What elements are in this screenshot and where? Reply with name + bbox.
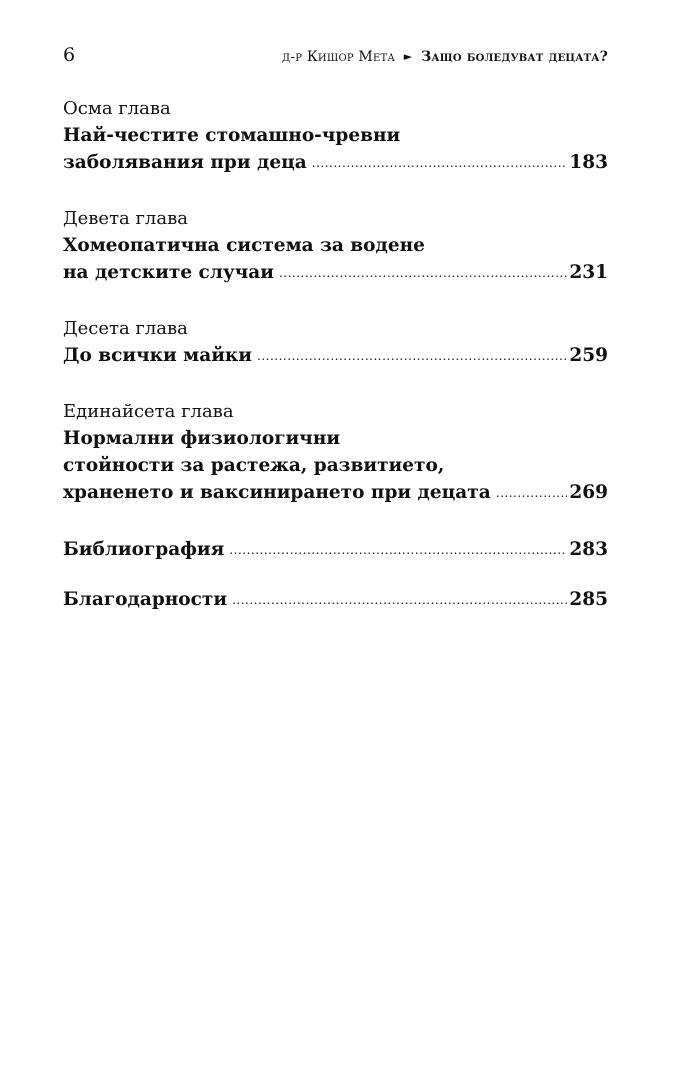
chapter-title-line: Хомеопатична система за водене xyxy=(63,235,425,256)
running-head xyxy=(282,49,608,65)
page-reference: 231 xyxy=(569,262,608,283)
chapter-label: Единайсета глава xyxy=(63,401,234,422)
dot-leader xyxy=(229,537,567,564)
chapter-label: Осма глава xyxy=(63,98,171,119)
dot-leader xyxy=(257,343,567,370)
toc-entry-chapter-11 xyxy=(63,399,608,508)
chapter-title-line: Най-честите стомашно-чревни xyxy=(63,125,401,146)
dot-leader xyxy=(312,150,568,177)
page-number: 6 xyxy=(63,44,76,66)
toc-entry-chapter-10 xyxy=(63,316,608,371)
chapter-title-line: стойности за растежа, развитието, xyxy=(63,455,445,476)
dot-leader xyxy=(496,480,568,507)
toc-entry-acknowledgements xyxy=(63,586,608,615)
toc-entry-bibliography xyxy=(63,536,608,565)
chapter-label: Девета глава xyxy=(63,208,188,229)
dot-leader xyxy=(279,260,567,287)
chapter-title-final-line[interactable] xyxy=(63,586,608,615)
chapter-title-line: Библиография xyxy=(63,539,225,560)
chapter-title-final-line[interactable] xyxy=(63,259,608,288)
table-of-contents xyxy=(63,96,608,636)
author-name: д-р Кишор Мета xyxy=(282,49,396,65)
page-reference: 269 xyxy=(569,482,608,503)
page-reference: 259 xyxy=(569,345,608,366)
toc-entry-chapter-8 xyxy=(63,96,608,178)
chapter-title-final-line[interactable] xyxy=(63,342,608,371)
chapter-label: Десета глава xyxy=(63,318,188,339)
chapter-title-final-line[interactable] xyxy=(63,536,608,565)
arrow-icon: ► xyxy=(403,50,413,63)
chapter-title-final-line[interactable] xyxy=(63,479,608,508)
running-header xyxy=(63,44,608,70)
chapter-title-line: Нормални физиологични xyxy=(63,428,341,449)
chapter-title-line: До всички майки xyxy=(63,345,252,366)
page-reference: 183 xyxy=(569,152,608,173)
page-reference: 285 xyxy=(569,589,608,610)
dot-leader xyxy=(232,587,567,614)
chapter-title-line: храненето и ваксинирането при децата xyxy=(63,482,491,503)
chapter-title-line: заболявания при деца xyxy=(63,152,307,173)
chapter-title-line: Благодарности xyxy=(63,589,228,610)
chapter-title-final-line[interactable] xyxy=(63,149,608,178)
book-title: Защо боледуват децата? xyxy=(421,49,608,65)
chapter-title-line: на детските случаи xyxy=(63,262,274,283)
toc-entry-chapter-9 xyxy=(63,206,608,288)
page-reference: 283 xyxy=(569,539,608,560)
